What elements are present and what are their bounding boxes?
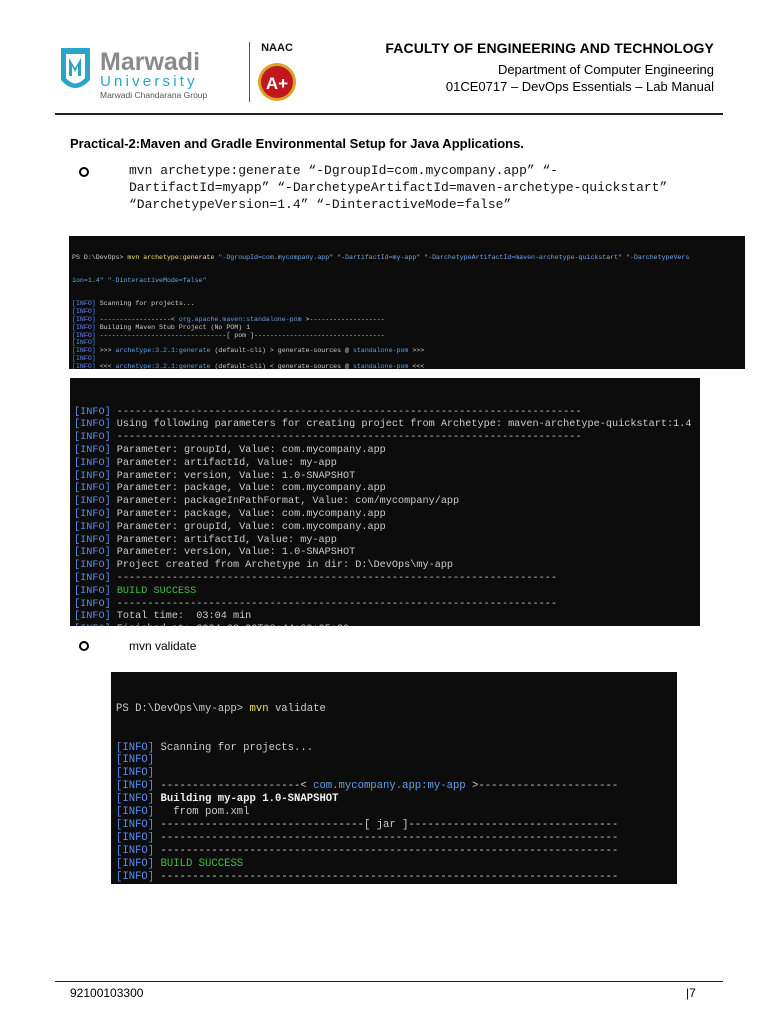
terminal-log-line: [INFO] Parameter: package, Value: com.mycompany.app [74,483,386,495]
terminal-log-line: [INFO] [116,767,155,780]
terminal-log-line: [INFO] from pom.xml [116,806,250,819]
terminal-log-line: [INFO] >>> archetype:3.2.1:generate (default-cli) > generate-sources @ standalone-pom >>> [72,347,425,355]
terminal-log-line: [INFO] Parameter: package, Value: com.mycompany.app [74,508,386,520]
terminal-log-line: [INFO] ------------------------------------------------------------------------ [116,831,619,844]
terminal-log-line: [INFO] [116,754,155,767]
prompt: PS D:\DevOps> [72,253,128,261]
practical-title: Practical-2:Maven and Gradle Environmental Setup for Java Applications. [70,136,524,151]
terminal-prompt-line-cont: ion=1.4" "-DinteractiveMode=false" [72,276,207,284]
terminal-3-lines [116,742,672,884]
footer-enrollment-number: 92100103300 [70,986,144,1000]
terminal-log-line: [INFO] Scanning for projects... [72,300,195,308]
terminal-log-line: [INFO] [72,354,96,362]
command-archetype-generate: mvn archetype:generate “-DgroupId=com.mycompany.app” “-DartifactId=myapp” “-DarchetypeArtifactId=maven-archetype-quickstart” “DarchetypeVersion=1.4” “-DinteractiveMode=false” [129,163,668,212]
terminal-log-line: [INFO] Parameter: groupId, Value: com.mycompany.app [74,521,386,533]
terminal-log-line [116,884,672,885]
command: mvn [249,702,269,715]
terminal-log-line: [INFO] Building my-app 1.0-SNAPSHOT [116,793,339,806]
terminal-log-line [74,624,696,626]
terminal-log-line: [INFO] ------------------------------------------------------------------------ [74,572,557,584]
naac-label: NAAC [261,42,293,54]
terminal-log-line: [INFO] Parameter: version, Value: 1.0-SNAPSHOT [74,547,356,559]
logo-name: Marwadi [100,48,201,76]
terminal-screenshot-archetype-result [70,378,700,626]
naac-grade-seal-icon [256,58,298,104]
terminal-log-line: [INFO] [72,339,96,347]
terminal-log-line: [INFO] ------------------< org.apache.maven:standalone-pom >------------------- [72,315,385,323]
terminal-log-line: [INFO] <<< archetype:3.2.1:generate (default-cli) < generate-sources @ standalone-pom <<< [72,362,425,369]
marwadi-university-logo [58,42,248,102]
naac-badge [254,42,300,106]
logo-divider [249,42,250,102]
command-mvn-validate: mvn validate [129,639,197,653]
terminal-log-line: [INFO] Parameter: packageInPathFormat, Value: com/mycompany/app [74,496,460,508]
prompt: PS D:\DevOps\my-app> [116,702,250,715]
terminal-screenshot-archetype-start [69,236,745,369]
header-rule [55,113,723,115]
terminal-log-line: [INFO] Parameter: artifactId, Value: my-app [74,457,337,469]
terminal-log-line: [INFO] ----------------------< com.mycompany.app:my-app >---------------------- [116,780,619,793]
terminal-screenshot-mvn-validate [111,672,677,884]
logo-subtitle: University [100,73,198,90]
terminal-log-line: [INFO] Parameter: artifactId, Value: my-app [74,534,337,546]
terminal-log-line: [INFO] --------------------------------[ pom ]--------------------------------- [72,331,385,339]
department-name: Department of Computer Engineering [497,62,714,77]
faculty-title: FACULTY OF ENGINEERING AND TECHNOLOGY [385,40,714,56]
terminal-log-line: [INFO] BUILD SUCCESS [116,857,244,870]
terminal-log-line: [INFO] Parameter: groupId, Value: com.mycompany.app [74,444,386,456]
footer-rule [55,981,723,982]
naac-grade: A+ [265,74,289,93]
logo-group: Marwadi Chandarana Group [100,90,208,100]
terminal-log-line: [INFO] ---------------------------------------------------------------------------- [74,432,582,444]
command-args: validate [268,702,326,715]
header-right [385,40,714,95]
terminal-log-line: [INFO] BUILD SUCCESS [74,585,197,597]
terminal-prompt-line [72,254,742,262]
bullet-circle-icon [79,641,89,651]
terminal-log-line: [INFO] Project created from Archetype in dir: D:\DevOps\my-app [74,560,454,572]
terminal-log-line: [INFO] Scanning for projects... [116,741,314,754]
terminal-log-line: [INFO] --------------------------------[ jar ]--------------------------------- [116,818,619,831]
terminal-log-line: [INFO] [72,308,96,316]
terminal-prompt-line [116,703,672,716]
terminal-1-lines [72,300,742,369]
terminal-log-line: [INFO] ---------------------------------------------------------------------------- [74,406,582,418]
course-title: 01CE0717 – DevOps Essentials – Lab Manual [445,79,714,94]
terminal-log-line: [INFO] Building Maven Stub Project (No POM) 1 [72,323,251,331]
terminal-log-line: [INFO] Using following parameters for creating project from Archetype: maven-archetype-quickstart:1.4 [74,419,692,431]
terminal-log-line: [INFO] Total time: 03:04 min [74,611,252,623]
terminal-2-lines [74,407,696,626]
terminal-log-line: [INFO] ------------------------------------------------------------------------ [74,598,557,610]
page-header [0,0,768,118]
terminal-log-line: [INFO] ------------------------------------------------------------------------ [116,844,619,857]
footer-page-number: |7 [686,986,696,1000]
command-args: "-DgroupId=com.mycompany.app" "-DartifactId=my-app" "-DarchetypeArtifactId=maven-archetype-quickstart" "-DarchetypeVers [214,253,690,261]
bullet-circle-icon [79,167,89,177]
terminal-log-line: [INFO] ------------------------------------------------------------------------ [116,870,619,883]
terminal-log-line: [INFO] Parameter: version, Value: 1.0-SNAPSHOT [74,470,356,482]
command: mvn archetype:generate [127,253,215,261]
